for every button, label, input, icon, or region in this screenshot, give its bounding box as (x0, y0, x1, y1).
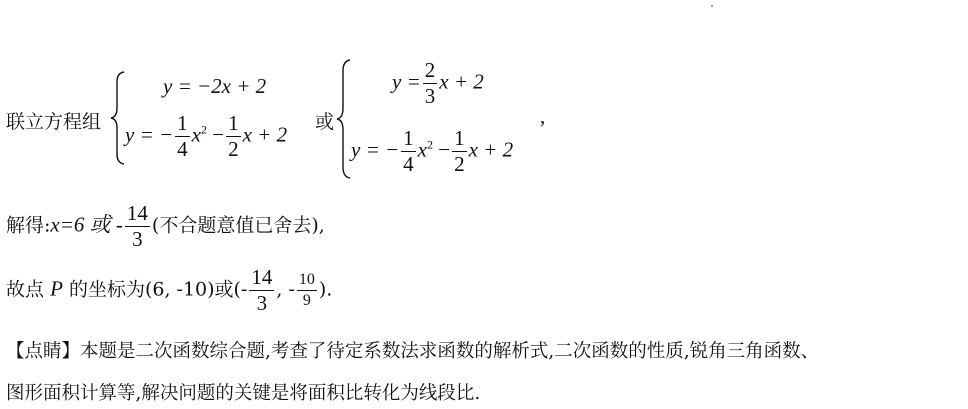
solution-prefix: 解得: (6, 214, 51, 237)
frac-num: 1 (228, 111, 239, 135)
sys2-eq2-frac1 (401, 128, 416, 175)
frac-den: 4 (403, 152, 414, 176)
sys1-eq2-frac1 (175, 113, 190, 160)
sys1-eq2 (125, 113, 287, 160)
frac-den: 3 (249, 290, 274, 314)
sys1-eq1-text: y = −2x + 2 (163, 74, 267, 98)
solution-suffix: (不合题意值已舍去), (151, 214, 325, 237)
sys1-eq2-tail: x + 2 (242, 122, 288, 147)
sys1-eq2-x: x (191, 122, 201, 147)
sys2-eq1-lhs: y = (392, 69, 421, 94)
or-text: 或 (315, 111, 335, 133)
solution-frac (125, 203, 150, 250)
sys1-eq2-minus: − (212, 122, 225, 147)
sys1-eq1 (163, 74, 266, 99)
frac-num: 1 (177, 111, 188, 135)
frac-den: 2 (228, 137, 239, 161)
sys2-eq2-tail: x + 2 (468, 137, 514, 162)
frac-num: 14 (251, 265, 273, 289)
system-comma: , (540, 104, 546, 128)
frac-den: 3 (424, 84, 436, 108)
frac-num: 1 (403, 126, 414, 150)
sys2-eq2-lhs: y = − (351, 137, 400, 162)
sys2-eq1-frac (423, 60, 438, 107)
system-intro: 联立方程组 (6, 111, 102, 133)
left-brace-1 (110, 70, 126, 166)
point-prefix: 故点 (6, 278, 45, 301)
solution-x: x=6 或 - (50, 212, 123, 237)
point-P: P (50, 276, 63, 301)
point-frac2 (297, 272, 317, 309)
sys1-eq2-frac2 (226, 113, 241, 160)
left-brace-2 (336, 58, 352, 180)
frac-den: 2 (454, 152, 465, 176)
sys2-eq2-x: x (417, 137, 427, 162)
frac-num: 14 (126, 201, 148, 225)
point-text1: 的坐标为(6, -10)或(- (68, 278, 248, 301)
sys1-eq2-exp: 2 (201, 122, 207, 137)
sys2-eq2-exp: 2 (427, 137, 433, 152)
sys2-eq2-frac2 (452, 128, 467, 175)
sys1-eq2-lhs: y = − (125, 122, 174, 147)
sys2-eq2-minus: − (438, 137, 451, 162)
point-end: ). (318, 278, 333, 301)
frac-num: 10 (298, 271, 315, 288)
frac-den: 9 (297, 290, 317, 309)
frac-den: 4 (177, 137, 188, 161)
point-frac1 (249, 267, 274, 314)
solution-line (6, 203, 325, 250)
frac-num: 2 (424, 58, 436, 82)
sys2-eq1 (392, 60, 484, 107)
point-mid: , - (276, 278, 295, 301)
sys2-eq2 (351, 128, 513, 175)
frac-den: 3 (125, 226, 150, 250)
frac-num: 1 (454, 126, 465, 150)
comment-line-1: 【点睛】本题是二次函数综合题,考查了待定系数法求函数的解析式,二次函数的性质,锐角三角函数、 (6, 341, 820, 362)
comment-line-2: 图形面积计算等,解决问题的关键是将面积比转化为线段比. (6, 383, 481, 404)
stray-dot (711, 5, 713, 7)
point-line (6, 267, 332, 314)
sys2-eq1-tail: x + 2 (439, 69, 484, 94)
